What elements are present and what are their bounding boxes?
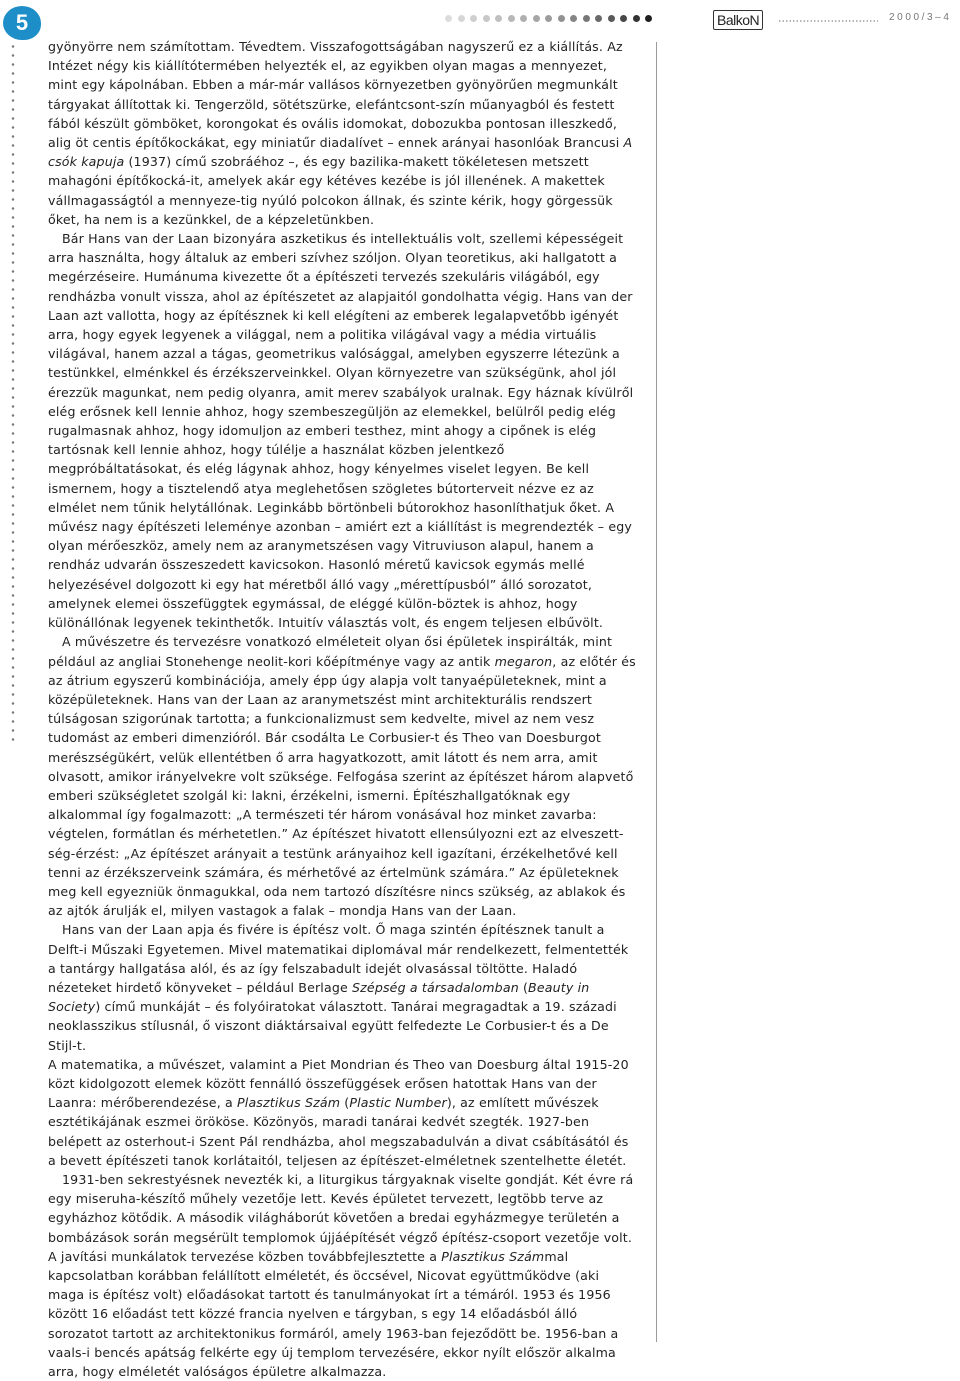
paragraph-text: Hans van der Laan apja és fivére is építész volt. Ő maga szintén építésznek tanult a Delft-i Műszaki Egyetemen. Mivel matematikai diplomával már rendelkezett, felmentették a tantárgy hallgatása alól, és az így felszabadult idejét olvasással töltötte. Haladó nézeteket hirdető könyveket – például Berlage <box>48 922 629 995</box>
italic-title: megaron <box>494 653 553 669</box>
header-dot <box>520 15 527 22</box>
header-dot <box>620 15 627 22</box>
header-dot <box>495 15 502 22</box>
header-dot <box>458 15 465 22</box>
paragraph-text: gyönyörre nem számítottam. Tévedtem. Visszafogottságában nagyszerű ez a kiállítás. Az Intézet négy kis kiállítótermében helyezték el, az egyikben olyan magas a mennyezet, mint egy kápolnában. Ebben a már-már vallásos környezetben gyönyörűen megmunkált tárgyakat állítottak ki. Tengerzöld, sötétszürke, elefántcsont-szín műanyagból és festett fából készült gömböket, korongokat és ovális idomokat, dobozukba pontosan illeszkedő, alig öt centis építőkockákat, egy miniatűr diadalívet – ennek arányai hasonlóak Brancusi <box>48 39 624 151</box>
paragraph-text: , az előtér és az átrium egyszerű kombinációja, amely épp úgy alapja volt tanyaépületeknek, mint a középületeknek. Hans van der Laan az aranymetszést mint architekturális rendszert túlságosan szigorúnak tartotta; a funkcionalizmust sem kedvelte, mivel az nem vesz tudomást az emberi dimenzióról. Bár csodálta Le Corbusier-t és Theo van Doesburgot merészségükért, velük ellentétben ő arra hagyatkozott, amit látott és nem arra, amit olvasott, amikor irányelvekre volt szüksége. Felfogása szerint az építészet három alapvető emberi szükségletet szolgál ki: lakni, érzékelni, ismerni. Építészhallgatóknak egy alkalommal így fogalmazott: „A természeti tér három vonásával hoz minket zavarba: végtelen, formátlan és mérhetetlen.” Az építészet hivatott ellensúlyozni ezt az elveszett-ség-érzést: „Az építészet arányait a testünk arányaihoz kell igazítani, érzékelhetővé kell tenni az érzékszerveink számára, és mérhetővé az értelmünk számára.” Az épületeknek meg kell egyezniük önmagukkal, oda nem tartozó díszítésre nincs szükség, az ablakok és az ajtók árulják el, milyen vastagok a falak – mondja Hans van der Laan. <box>48 653 636 919</box>
paragraph-text: ( <box>340 1095 350 1111</box>
paragraph-text: ) című munkáját – és folyóiratokat választott. Tanárai megragadtak a 19. századi neoklasszikus stílusnál, ő viszont diáktársaival együtt felfedezte Le Corbusier-t és a De Stijl-t. <box>48 999 617 1053</box>
paragraph-text: Bár Hans van der Laan bizonyára aszketikus és intellektuális volt, szellemi képességeit arra használta, hogy általuk az emberi szívhez szóljon. Olyan teoretikus, aki hallgatott a megérzéseire. Humánuma kivezette őt a építészeti tervezés szekuláris világából, egy rendházba vonult vissza, ahol az építészetet az alapjaitól gondolhatta végig. Hans van der Laan azt vallotta, hogy az építésznek ki kell elégíteni az emberek legalapvetőbb igényét arra, hogy egyek legyenek a világgal, nem a politika világával vagy a média virtuális világával, hanem azzal a tágas, geometrikus valósággal, amelyben egyszerre létezünk a testünkkel, elménkkel és érzékszerveinkkel. Olyan környezetre van szükségünk, ahol jól érezzük magunkat, nem pedig olyanra, amit merev szabályok uralnak. Egy háznak kívülről elég erősnek kell lennie ahhoz, hogy szembeszegüljön az elemekkel, belülről pedig elég rugalmasnak ahhoz, hogy idomuljon az emberi testhez, mint ahogy a cipőnek is elég tartósnak kell lennie ahhoz, hogy túlélje a használat közben jelentkező megpróbáltatásokat, és elég lágynak ahhoz, hogy kényelmes viselet legyen. Be kell ismernem, hogy a tisztelendő atya meglehetősen szögletes bútorterveit nézve ez az elmélet nem tűnik helytállónak. Leginkább börtönbeli bútorokhoz hasonlíthatjuk őket. A művész nagy építészeti leleménye azonban – amiért ezt a kiállítást is megrendezték – egy olyan mérőeszköz, amely nem az aranymetszésen vagy Vitruviuson alapul, hanem a rendház udvarán összeszedett kavicsokon. Hasonló méretű kavicsok egymás mellé helyezésével dolgozott ki egy hat méretből álló vagy „mérettípusból” álló sorozatot, amelynek elemei összefüggtek egymással, de eléggé külön-böztek is ahhoz, hogy különállónak legyenek tekinthetők. Intuitív választás volt, és engem teljesen elbűvölt. <box>48 231 634 631</box>
article-paragraph <box>48 1055 638 1170</box>
header-dot-row <box>445 15 652 22</box>
page-number-badge <box>3 6 41 40</box>
left-dotted-rule <box>11 42 15 742</box>
paragraph-text: ), az említett művészek esztétikájának eszmei örököse. Közönyös, maradi tanárai kedvét szegték. 1927-ben belépett az osterhout-i Szent Pál rendházba, ahol megszabadulván a divat csábításától és a bevett építészeti tanok korlátaitól, teljesen az építészet-elméletnek szentelhette életét. <box>48 1095 629 1168</box>
header-dot <box>583 15 590 22</box>
header-dotted-rule <box>778 20 878 22</box>
article-paragraph <box>48 920 638 1054</box>
italic-title: Plastic Number <box>349 1095 447 1111</box>
balkon-logo: BalkoN <box>713 10 763 30</box>
paragraph-text: ( <box>518 979 529 995</box>
italic-title: Plasztikus Szám <box>237 1095 341 1111</box>
header-dot <box>558 15 565 22</box>
paragraph-text: 1931-ben sekrestyésnek nevezték ki, a liturgikus tárgyaknak viselte gondját. Két évre rá egy miseruha-készítő műhely vezetője lett. Kevés épületet tervezett, legtöbb terve az egyházhoz kötődik. A második világháborút követően a bredai egyházmegye területén a bombázások során megsérült templomok újjáépítését végző építész-csoport vezetője volt. A javítási munkálatok tervezése közben továbbfejlesztette a <box>48 1171 634 1264</box>
header-dot <box>445 15 452 22</box>
article-paragraph <box>48 229 638 632</box>
article-paragraph <box>48 632 638 920</box>
header-dot <box>470 15 477 22</box>
italic-title: Plasztikus Szám <box>441 1248 545 1264</box>
column-divider <box>656 42 657 1342</box>
paragraph-text: A matematika, a művészet, valamint a Piet Mondrian és Theo van Doesburg által 1915-20 közt kidolgozott elemek között fennálló összefüggések erősen hatottak Hans van der Laanra: mérőberendezése, a <box>48 1056 629 1111</box>
article-paragraph <box>48 37 638 229</box>
header-dot <box>483 15 490 22</box>
header-dot <box>608 15 615 22</box>
paragraph-text: A művészetre és tervezésre vonatkozó elméleteit olyan ősi épületek inspirálták, mint például az angliai Stonehenge neolit-kori kőépítménye vagy az antik <box>48 634 613 669</box>
paragraph-text: mal kapcsolatban korábban felállított elméletét, és öccsével, Nicovat együttműködve (aki maga is építész volt) előadásokat tartott és tanulmányokat írt a témáról. 1953 és 1956 között 16 előadást tett közzé francia nyelven e tárgyban, s egy 14 előadásból álló sorozatot tartott az architektonikus formáról, amely 1963-ban fejeződött be. 1956-ban a vaals-i bencés apátság felkérte egy új templom tervezésére, ekkor nyílt először alkalma arra, hogy elméletét valóságos épületre alkalmazza. <box>48 1248 619 1380</box>
header-dot <box>633 15 640 22</box>
header-dot <box>533 15 540 22</box>
issue-number: 2000/3–4 <box>889 12 952 23</box>
italic-title: A csók kapuja <box>48 135 633 170</box>
header-dot <box>545 15 552 22</box>
page-number: 5 <box>15 10 29 35</box>
header-dot <box>595 15 602 22</box>
italic-title: Beauty in Society <box>48 979 590 1015</box>
header-dot <box>645 15 652 22</box>
article-body <box>48 37 638 1381</box>
paragraph-text: (1937) című szobráéhoz –, és egy bazilika-makett tökéletesen metszett mahagóni építőkocká-it, amelyek akár egy kétéves kezébe is jól illenének. A makettek vállmagasságtól a mennyeze-tig nyúló polcokon állnak, és szinte kérik, hogy görgessük őket, ha nem is a kezünkkel, de a képzeletünkben. <box>48 154 613 227</box>
header-dot <box>508 15 515 22</box>
header-dot <box>570 15 577 22</box>
article-paragraph <box>48 1170 638 1381</box>
italic-title: Szépség a társadalomban <box>352 979 519 995</box>
